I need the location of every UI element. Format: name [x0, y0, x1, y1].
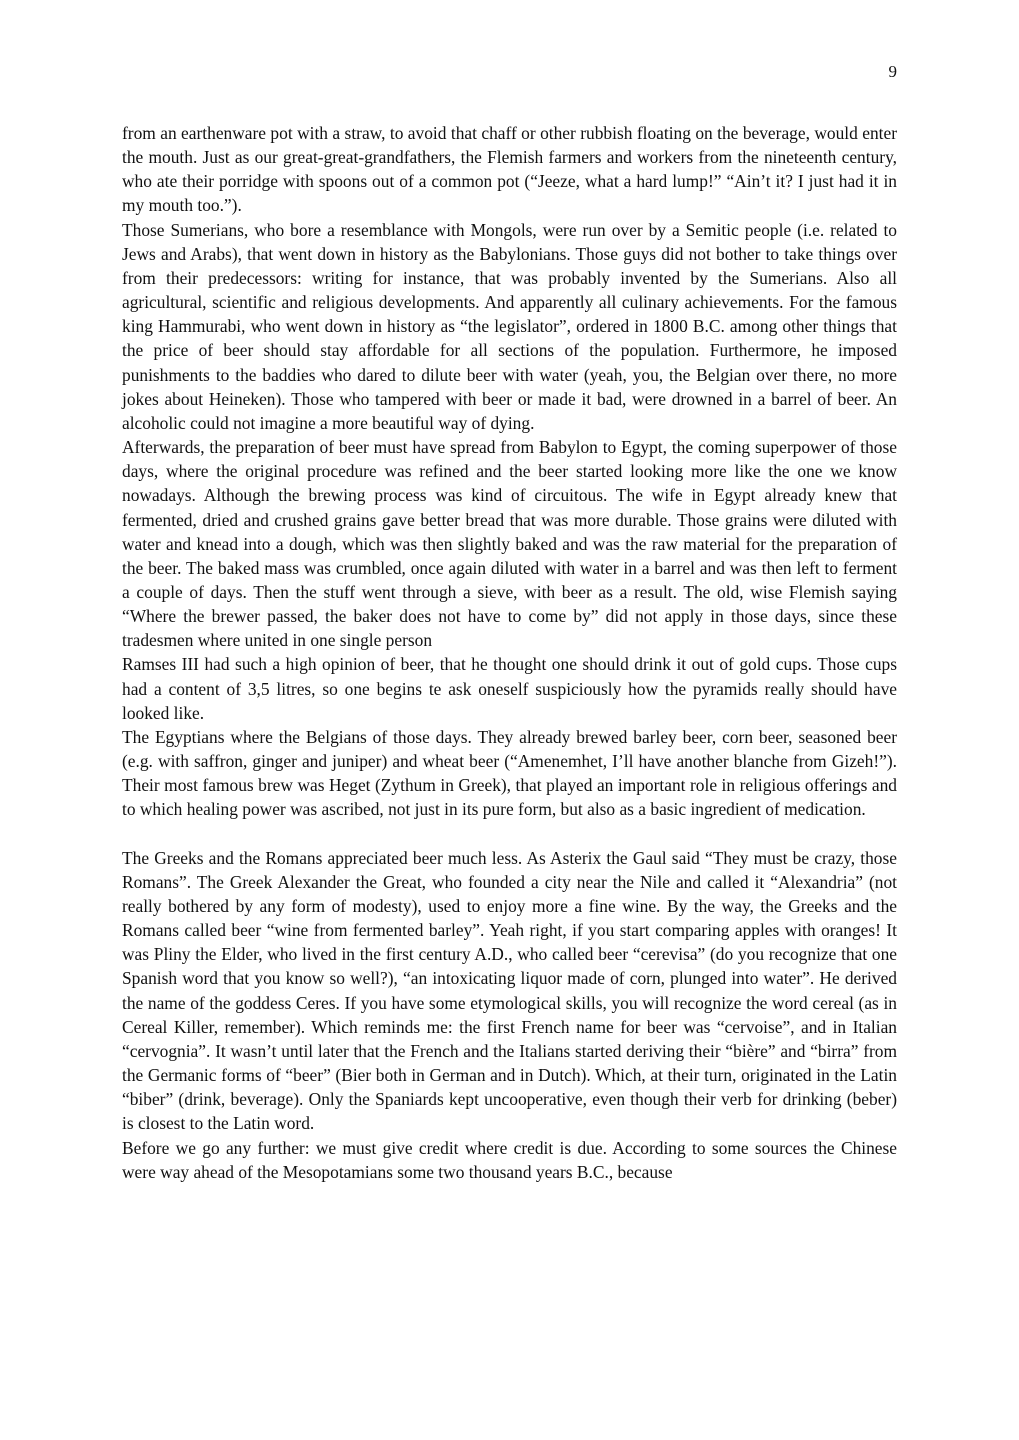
body-text: [122, 121, 897, 1184]
paragraph-ramses: Ramses III had such a high opinion of beer, that he thought one should drink it out of gold cups. Those cups had a content of 3,5 litres, so one begins te ask oneself suspiciously how the pyramids really should have looked like.: [122, 654, 897, 723]
paragraph-earthenware-pot: from an earthenware pot with a straw, to avoid that chaff or other rubbish floating on the beverage, would enter the mouth. Just as our great-great-grandfathers, the Flemish farmers and workers from the nineteenth century, who ate their porridge with spoons out of a common pot (“Jeeze, what a hard lump!” “Ain’t it? I just had it in my mouth too.”).: [122, 123, 897, 216]
paragraph-sumerians: Those Sumerians, who bore a resemblance with Mongols, were run over by a Semitic people (i.e. related to Jews and Arabs), that went down in history as the Babylonians. Those guys did not bother to take things over from their predecessors: writing for instance, that was probably invented by the Sumerians. Also all agricultural, scientific and religious developments. And apparently all culinary achievements. For the famous king Hammurabi, who went down in history as “the legislator”, ordered in 1800 B.C. among other things that the price of beer should stay affordable for all sections of the population. Furthermore, he imposed punishments to the baddies who dared to dilute beer with water (yeah, you, the Belgian over there, no more jokes about Heineken). Those who tampered with beer or made it bad, were drowned in a barrel of beer. An alcoholic could not imagine a more beautiful way of dying.: [122, 219, 897, 433]
paragraph-greeks-romans: The Greeks and the Romans appreciated beer much less. As Asterix the Gaul said “They must be crazy, those Romans”. The Greek Alexander the Great, who founded a city near the Nile and called it “Alexandria” (not really bothered by any form of modesty), used to enjoy more a fine wine. By the way, the Greeks and the Romans called beer “wine from fermented barley”. Yeah right, if you start comparing apples with oranges! It was Pliny the Elder, who lived in the first century A.D., who called beer “cerevisa” (do you recognize that one Spanish word that you know so well?), “an intoxicating liquor made of corn, plunged into water”. He derived the name of the goddess Ceres. If you have some etymological skills, you will recognize the word cereal (as in Cereal Killer, remember). Which reminds me: the first French name for beer was “cervoise”, and in Italian “cervognia”. It wasn’t until later that the French and the Italians started deriving their “bière” and “birra” from the Germanic forms of “beer” (Bier both in German and in Dutch). Which, at their turn, originated in the Latin “biber” (drink, beverage). Only the Spaniards kept uncooperative, even though their verb for drinking (beber) is closest to the Latin word.: [122, 847, 897, 1134]
paragraph-egypt-brewing: Afterwards, the preparation of beer must have spread from Babylon to Egypt, the coming superpower of those days, where the original procedure was refined and the beer started looking more like the one we know nowadays. Although the brewing process was kind of circuitous. The wife in Egypt already knew that fermented, dried and crushed grains gave better bread that was more durable. Those grains were diluted with water and knead into a dough, which was then slightly baked and was the raw material for the preparation of the beer. The baked mass was crumbled, once again diluted with water in a barrel and was then left to ferment a couple of days. Then the stuff went through a sieve, with beer as a result. The old, wise Flemish saying “Where the brewer passed, the baker does not have to come by” did not apply in those days, since these tradesmen where united in one single person: [122, 437, 897, 651]
page-number: 9: [888, 62, 897, 81]
paragraph-egyptian-beers: The Egyptians where the Belgians of those days. They already brewed barley beer, corn beer, seasoned beer (e.g. with saffron, ginger and juniper) and wheat beer (“Amenemhet, I’ll have another blanche from Gizeh!”). Their most famous brew was Heget (Zythum in Greek), that played an important role in religious offerings and to which healing power was ascribed, not just in its pure form, but also as a basic ingredient of medication.: [122, 726, 897, 820]
paragraph-chinese: Before we go any further: we must give credit where credit is due. According to some sources the Chinese were way ahead of the Mesopotamians some two thousand years B.C., because: [122, 1137, 897, 1182]
